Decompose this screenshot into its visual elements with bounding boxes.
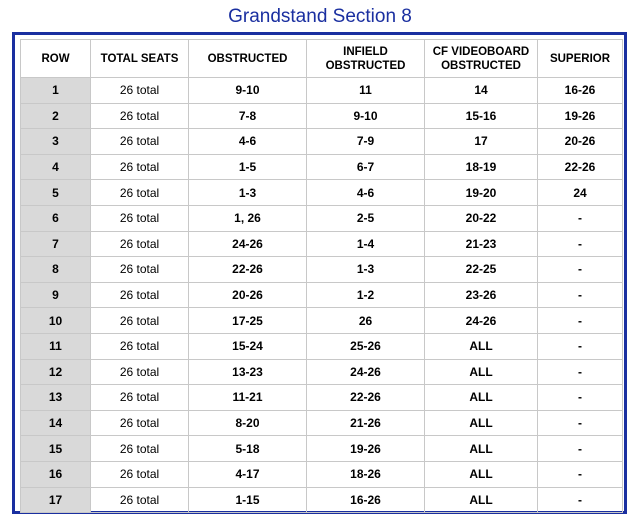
header-cf-videoboard-obstructed <box>425 40 538 78</box>
total-seats-cell: 26 total <box>91 129 189 155</box>
total-seats-cell: 26 total <box>91 103 189 129</box>
obstructed-cell: 22-26 <box>189 257 307 283</box>
table-row <box>21 436 623 462</box>
obstructed-cell: 5-18 <box>189 436 307 462</box>
superior-cell: - <box>538 385 623 411</box>
row-number-cell: 10 <box>21 308 91 334</box>
superior-cell: - <box>538 359 623 385</box>
cf-videoboard-obstructed-cell: 24-26 <box>425 308 538 334</box>
cf-videoboard-obstructed-cell: 20-22 <box>425 205 538 231</box>
infield-obstructed-cell: 1-3 <box>307 257 425 283</box>
table-row <box>21 410 623 436</box>
row-number-cell: 5 <box>21 180 91 206</box>
superior-cell: - <box>538 282 623 308</box>
row-number-cell: 17 <box>21 487 91 513</box>
superior-cell: - <box>538 461 623 487</box>
header-infield-obstructed <box>307 40 425 78</box>
infield-obstructed-cell: 25-26 <box>307 333 425 359</box>
obstructed-cell: 9-10 <box>189 78 307 104</box>
total-seats-cell: 26 total <box>91 180 189 206</box>
infield-obstructed-cell: 24-26 <box>307 359 425 385</box>
header-cf-line1: CF VIDEOBOARD <box>432 45 530 58</box>
superior-cell: - <box>538 436 623 462</box>
cf-videoboard-obstructed-cell: ALL <box>425 385 538 411</box>
total-seats-cell: 26 total <box>91 205 189 231</box>
infield-obstructed-cell: 22-26 <box>307 385 425 411</box>
infield-obstructed-cell: 2-5 <box>307 205 425 231</box>
header-total-seats: TOTAL SEATS <box>91 40 189 78</box>
superior-cell: - <box>538 410 623 436</box>
table-body <box>21 78 623 513</box>
obstructed-cell: 24-26 <box>189 231 307 257</box>
header-infield-line1: INFIELD <box>343 45 388 58</box>
table-row <box>21 333 623 359</box>
infield-obstructed-cell: 1-2 <box>307 282 425 308</box>
superior-cell: - <box>538 257 623 283</box>
superior-cell: - <box>538 308 623 334</box>
table-row <box>21 461 623 487</box>
superior-cell: - <box>538 231 623 257</box>
table-row <box>21 487 623 513</box>
cf-videoboard-obstructed-cell: ALL <box>425 333 538 359</box>
table-header <box>21 40 623 78</box>
obstructed-cell: 17-25 <box>189 308 307 334</box>
total-seats-cell: 26 total <box>91 487 189 513</box>
table-row <box>21 78 623 104</box>
row-number-cell: 9 <box>21 282 91 308</box>
row-number-cell: 16 <box>21 461 91 487</box>
total-seats-cell: 26 total <box>91 333 189 359</box>
obstructed-cell: 20-26 <box>189 282 307 308</box>
infield-obstructed-cell: 21-26 <box>307 410 425 436</box>
cf-videoboard-obstructed-cell: ALL <box>425 359 538 385</box>
cf-videoboard-obstructed-cell: 22-25 <box>425 257 538 283</box>
total-seats-cell: 26 total <box>91 308 189 334</box>
row-number-cell: 7 <box>21 231 91 257</box>
obstructed-cell: 7-8 <box>189 103 307 129</box>
cf-videoboard-obstructed-cell: ALL <box>425 436 538 462</box>
table-row <box>21 231 623 257</box>
header-superior: SUPERIOR <box>538 40 623 78</box>
obstructed-cell: 1-15 <box>189 487 307 513</box>
header-obstructed: OBSTRUCTED <box>189 40 307 78</box>
row-number-cell: 2 <box>21 103 91 129</box>
obstructed-cell: 15-24 <box>189 333 307 359</box>
infield-obstructed-cell: 16-26 <box>307 487 425 513</box>
obstructed-cell: 4-6 <box>189 129 307 155</box>
row-number-cell: 1 <box>21 78 91 104</box>
superior-cell: 16-26 <box>538 78 623 104</box>
cf-videoboard-obstructed-cell: 19-20 <box>425 180 538 206</box>
cf-videoboard-obstructed-cell: 23-26 <box>425 282 538 308</box>
table-row <box>21 308 623 334</box>
infield-obstructed-cell: 6-7 <box>307 154 425 180</box>
cf-videoboard-obstructed-cell: 15-16 <box>425 103 538 129</box>
seating-table <box>20 39 623 513</box>
table-row <box>21 129 623 155</box>
infield-obstructed-cell: 26 <box>307 308 425 334</box>
superior-cell: - <box>538 205 623 231</box>
total-seats-cell: 26 total <box>91 154 189 180</box>
infield-obstructed-cell: 19-26 <box>307 436 425 462</box>
total-seats-cell: 26 total <box>91 410 189 436</box>
row-number-cell: 8 <box>21 257 91 283</box>
obstructed-cell: 1-5 <box>189 154 307 180</box>
row-number-cell: 11 <box>21 333 91 359</box>
table-row <box>21 205 623 231</box>
superior-cell: 20-26 <box>538 129 623 155</box>
table-row <box>21 282 623 308</box>
superior-cell: 22-26 <box>538 154 623 180</box>
header-row <box>21 40 623 78</box>
infield-obstructed-cell: 11 <box>307 78 425 104</box>
total-seats-cell: 26 total <box>91 282 189 308</box>
total-seats-cell: 26 total <box>91 231 189 257</box>
infield-obstructed-cell: 9-10 <box>307 103 425 129</box>
obstructed-cell: 13-23 <box>189 359 307 385</box>
row-number-cell: 4 <box>21 154 91 180</box>
superior-cell: - <box>538 487 623 513</box>
obstructed-cell: 8-20 <box>189 410 307 436</box>
row-number-cell: 6 <box>21 205 91 231</box>
superior-cell: - <box>538 333 623 359</box>
infield-obstructed-cell: 18-26 <box>307 461 425 487</box>
table-row <box>21 103 623 129</box>
obstructed-cell: 1-3 <box>189 180 307 206</box>
superior-cell: 19-26 <box>538 103 623 129</box>
page-title: Grandstand Section 8 <box>228 6 412 27</box>
total-seats-cell: 26 total <box>91 436 189 462</box>
total-seats-cell: 26 total <box>91 78 189 104</box>
total-seats-cell: 26 total <box>91 461 189 487</box>
row-number-cell: 15 <box>21 436 91 462</box>
header-row-label: ROW <box>21 40 91 78</box>
table-row <box>21 257 623 283</box>
cf-videoboard-obstructed-cell: 18-19 <box>425 154 538 180</box>
obstructed-cell: 4-17 <box>189 461 307 487</box>
table-frame <box>12 32 627 514</box>
cf-videoboard-obstructed-cell: ALL <box>425 410 538 436</box>
header-infield-line2: OBSTRUCTED <box>325 59 406 72</box>
cf-videoboard-obstructed-cell: 21-23 <box>425 231 538 257</box>
infield-obstructed-cell: 4-6 <box>307 180 425 206</box>
total-seats-cell: 26 total <box>91 385 189 411</box>
total-seats-cell: 26 total <box>91 359 189 385</box>
cf-videoboard-obstructed-cell: ALL <box>425 487 538 513</box>
row-number-cell: 14 <box>21 410 91 436</box>
cf-videoboard-obstructed-cell: ALL <box>425 461 538 487</box>
row-number-cell: 3 <box>21 129 91 155</box>
table-row <box>21 359 623 385</box>
total-seats-cell: 26 total <box>91 257 189 283</box>
obstructed-cell: 11-21 <box>189 385 307 411</box>
row-number-cell: 12 <box>21 359 91 385</box>
infield-obstructed-cell: 1-4 <box>307 231 425 257</box>
table-row <box>21 385 623 411</box>
cf-videoboard-obstructed-cell: 14 <box>425 78 538 104</box>
table-row <box>21 154 623 180</box>
table-row <box>21 180 623 206</box>
cf-videoboard-obstructed-cell: 17 <box>425 129 538 155</box>
obstructed-cell: 1, 26 <box>189 205 307 231</box>
superior-cell: 24 <box>538 180 623 206</box>
infield-obstructed-cell: 7-9 <box>307 129 425 155</box>
row-number-cell: 13 <box>21 385 91 411</box>
header-cf-line2: OBSTRUCTED <box>441 59 521 72</box>
